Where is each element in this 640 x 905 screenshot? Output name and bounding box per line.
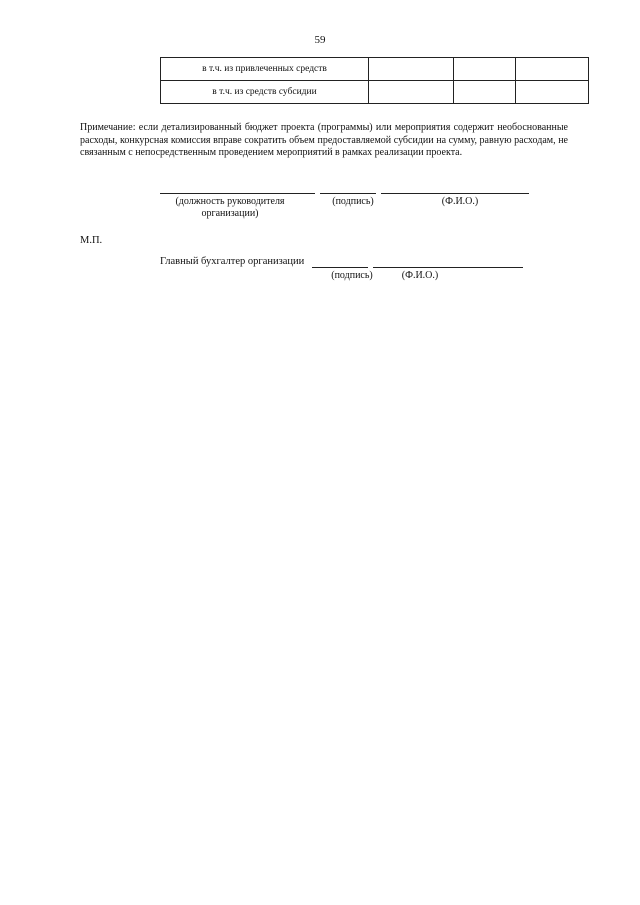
name-caption: (Ф.И.О.) bbox=[441, 196, 479, 207]
accountant-signature-caption: (подпись) bbox=[331, 270, 373, 281]
table-cell bbox=[369, 58, 454, 81]
table-cell bbox=[516, 81, 589, 104]
stamp-label: М.П. bbox=[80, 235, 103, 246]
table-cell bbox=[454, 81, 516, 104]
accountant-name-line bbox=[373, 267, 523, 268]
accountant-name-caption: (Ф.И.О.) bbox=[401, 270, 439, 281]
budget-table bbox=[160, 57, 589, 104]
note-paragraph: Примечание: если детализированный бюджет проекта (программы) или мероприятия содержит необоснованные расходы, конкурсная комиссия вправе сократить объем предоставляемой субсидии на сумму, равную расходам, не связанным с непосредственным проведением мероприятий в рамках реализации проекта. bbox=[80, 122, 568, 158]
table-row bbox=[161, 58, 589, 81]
accountant-label: Главный бухгалтер организации bbox=[160, 256, 305, 267]
table-cell bbox=[369, 81, 454, 104]
accountant-signature-line bbox=[312, 267, 368, 268]
position-line bbox=[160, 193, 315, 194]
signature-line bbox=[320, 193, 376, 194]
position-caption: (должность руководителя организации) bbox=[175, 196, 285, 219]
name-line bbox=[381, 193, 529, 194]
table-cell: в т.ч. из привлеченных средств bbox=[161, 58, 369, 81]
table-row bbox=[161, 81, 589, 104]
table-cell: в т.ч. из средств субсидии bbox=[161, 81, 369, 104]
signature-caption: (подпись) bbox=[332, 196, 374, 207]
page-number: 59 bbox=[314, 34, 326, 46]
table-cell bbox=[454, 58, 516, 81]
table-cell bbox=[516, 58, 589, 81]
